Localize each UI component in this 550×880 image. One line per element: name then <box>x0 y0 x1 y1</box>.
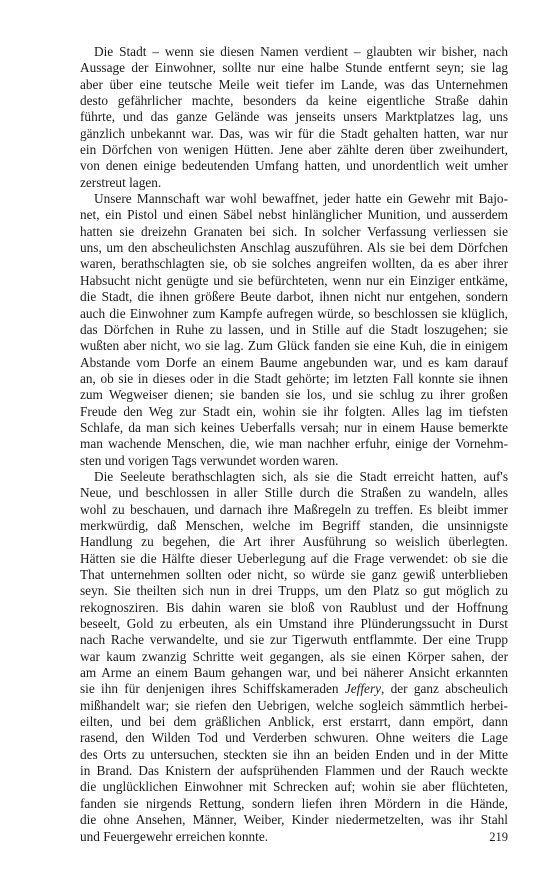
text-line: That unternehmen sollten oder nicht, so würde sie ganz gewiß unterblieben <box>80 567 508 582</box>
text-line: sten und vorigen Tags verwundet worden waren. <box>80 452 339 468</box>
text-line: und Feuergewehr erreichen konnte. <box>80 828 269 844</box>
text-line: desto gefährlicher machte, besonders da keine eigentliche Straße dahin <box>80 93 508 109</box>
text-line: mißhandelt war; sie riefen den Uebrigen, welche sogleich sämmtlich herbei- <box>80 697 508 713</box>
text-line: von denen einige bedeutenden Umfang hatten, und unordentlich weit umher <box>80 158 508 174</box>
text-line: des Orts zu untersuchen, steckten sie ihn an beiden Enden und in der Mitte <box>80 746 508 762</box>
text-line: Aussage der Einwohner, sollte nur eine halbe Stunde entfernt seyn; sie lag <box>80 60 508 76</box>
text-line: beseelt, Gold zu erbeuten, als ein Umstand ihre Plünderungssucht in Durst <box>80 616 508 632</box>
text-line: wußten aber nicht, wo sie lag. Zum Glück fanden sie eine Kuh, die in einigem <box>80 338 508 354</box>
body-text <box>80 44 508 845</box>
text-line: man wachende Menschen, die, wie man nachher erfuhr, einige der Vornehm- <box>80 436 508 452</box>
text-line: die Stadt, die ihnen größere Beute darbot, ihnen nicht nur entgehen, sondern <box>80 289 508 305</box>
text-line: nach Rache verwandelte, und sie zur Tigerwuth entflammte. Der eine Trupp <box>80 632 508 648</box>
text-line: Freude den Weg zur Stadt ein, wohin sie ihr folgten. Alles lag im tiefsten <box>80 403 508 419</box>
page-number: 219 <box>489 830 508 844</box>
text-line: waren, berathschlagten sie, ob sie solches angreifen wollten, da es aber ihrer <box>80 256 508 272</box>
text-line: Neue, und beschlossen in aller Stille durch die Straßen zu wandeln, alles <box>80 485 508 501</box>
text-line: das Dörfchen in Ruhe zu lassen, und in Stille auf die Stadt loszugehen; sie <box>80 321 508 337</box>
text-line: rekognosziren. Bis dahin waren sie bloß von Raublust und der Hoffnung <box>80 599 508 615</box>
text-line: die ohne Ansehen, Männer, Weiber, Kinder niedermetzelten, was ihr Stahl <box>80 812 508 828</box>
text-line: gänzlich unbekannt war. Das, was wir für die Stadt gehalten hatten, war nur <box>80 125 508 141</box>
text-line: zerstreut lagen. <box>80 174 162 190</box>
text-line: Schlafe, da man sich keines Ueberfalls versah; nur in einem Hause bemerkte <box>80 419 508 435</box>
text-line: Unsere Mannschaft war wohl bewaffnet, jeder hatte ein Gewehr mit Bajo- <box>94 191 508 207</box>
text-line: zum Wegweiser dienen; sie banden sie los, und sie schlug zu ihrer großen <box>80 387 508 403</box>
text-line: merkwürdig, daß Menschen, welche im Begriff standen, die unsinnigste <box>80 517 508 533</box>
text-line: hatten sie dreizehn Granaten bei sich. In solcher Verfassung verliessen sie <box>80 223 508 239</box>
text-line: Handlung zu begehen, die Art ihrer Ausführung so weislich überlegten. <box>80 534 508 550</box>
text-line: uns, um den abscheulichsten Anschlag auszuführen. Als sie bei dem Dörfchen <box>80 240 508 256</box>
text-line: wohl zu beschauen, und darnach ihre Maßregeln zu treffen. Es bleibt immer <box>80 501 508 517</box>
text-line: sie ihn für denjenigen ihres Schiffskameraden Jeffery, der ganz abscheulich <box>80 681 508 697</box>
text-line: ein Dörfchen von wenigen Hütten. Jene aber zählte deren über zweihundert, <box>80 142 508 158</box>
text-line: eilten, und bei dem gräßlichen Anblick, erst erstarrt, dann empört, dann <box>80 714 508 730</box>
text-line: führte, und das ganze Gelände was jenseits unsers Marktplatzes lag, uns <box>80 109 508 125</box>
italic-name: Jeffery <box>344 681 382 697</box>
text-line: aber über eine teutsche Meile weit tiefer im Lande, was das Unternehmen <box>80 76 508 92</box>
text-line: war kaum zwanzig Schritte weit gegangen, als sie einen Körper sahen, der <box>80 648 508 664</box>
text-line: fanden sie nirgends Rettung, sondern liefen ihren Mördern in die Hände, <box>80 795 508 811</box>
text-line: Hätten sie die Hälfte dieser Ueberlegung auf die Frage verwendet: ob sie die <box>80 550 508 566</box>
text-line: Habsucht nicht genügte und sie befürchteten, wenn nur ein Einziger entkäme, <box>80 272 508 288</box>
text-line: Abstande vom Dorfe an einem Baume angebunden war, und es kam darauf <box>80 354 508 370</box>
text-line: net, ein Pistol und einen Säbel nebst hinlänglicher Munition, und ausserdem <box>80 207 508 223</box>
text-line: auch die Einwohner zum Kampfe aufregen würde, so beschlossen sie klüglich, <box>80 305 508 321</box>
text-line: am Arme an einem Baum gehangen war, und bei näherer Ansicht erkannten <box>80 665 508 681</box>
text-line: rasend, den Wilden Tod und Verderben schwuren. Ohne weiters die Lage <box>80 730 508 746</box>
text-line: die unglücklichen Einwohner mit Schrecken auf; wohin sie aber flüchteten, <box>80 779 508 795</box>
text-line: an, ob sie in dieses oder in die Stadt gehörte; im letzten Fall konnte sie ihnen <box>80 370 508 386</box>
text-line: Die Seeleute berathschlagten sich, als sie die Stadt erreicht hatten, auf's <box>94 468 508 484</box>
text-line: seyn. Sie theilten sich nun in drei Trupps, um den Platz so gut möglich zu <box>80 583 508 599</box>
text-line: in Brand. Das Knistern der aufsprühenden Flammen und der Rauch weckte <box>80 763 508 779</box>
text-line: Die Stadt – wenn sie diesen Namen verdient – glaubten wir bisher, nach <box>94 44 508 59</box>
